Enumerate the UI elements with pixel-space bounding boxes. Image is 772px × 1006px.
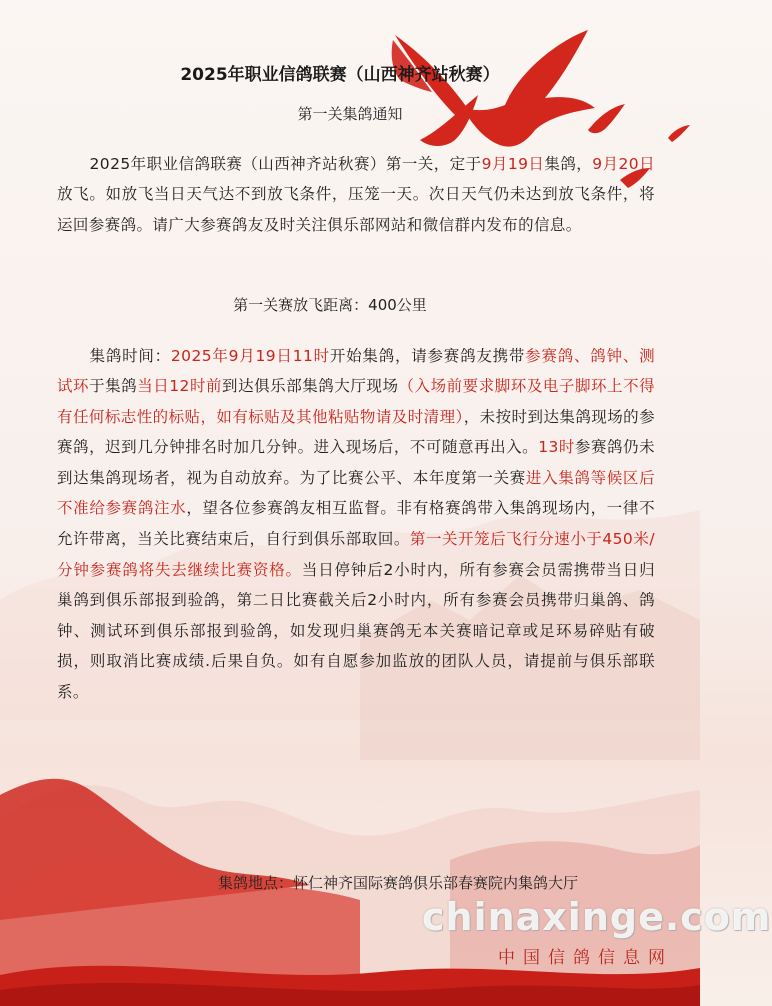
body-text: 于集鸽 [89,377,138,396]
watermark-domain: chinaxinge.com [422,895,772,939]
body-text: 放飞。如放飞当日天气达不到放飞条件，压笼一天。次日天气仍未达到放飞条件，将运回参赛鸽。请广大参赛鸽友及时关注俱乐部网站和微信群内发布的信息。 [57,185,655,234]
collection-rules-paragraph [57,341,655,708]
highlighted-text: 13时 [538,438,575,457]
page-title: 2025年职业信鸽联赛（山西神齐站秋赛） [180,65,500,85]
intro-paragraph [57,149,655,241]
highlighted-text: 9月20日 [592,154,655,173]
body-text: 当日停钟后2小时内，所有参赛会员需携带当日归巢鸽到俱乐部报到验鸽，第二日比赛截关后2小时内，所有参赛会员携带归巢鸽、鸽钟、测试环到俱乐部报到验鸽，如发现归巢赛鸽无本关赛暗记章或足环易碎贴有破损，则取消比赛成绩.后果自负。如有自愿参加监放的团队人员，请提前与俱乐部联系。 [57,560,655,702]
body-text: 2025年职业信鸽联赛（山西神齐站秋赛）第一关，定于 [89,154,482,173]
body-text: 集鸽时间： [89,346,171,365]
highlighted-text: （入场前要求脚环及电子脚环上不得有任何标志性的标贴，如有标贴及其他粘贴物请及时清理） [57,377,656,426]
highlighted-text: 进入集鸽等候区后不准给参赛鸽注水 [57,468,655,518]
watermark-site-name: 中国信鸽信息网 [498,948,673,968]
body-text: ，未按时到达集鸽现场的参赛鸽，迟到几分钟排名时加几分钟。进入现场后，不可随意再出入。 [57,407,655,457]
flight-distance: 第一关赛放飞距离：400公里 [233,296,427,314]
highlighted-text: 当日12时前 [137,377,223,396]
collection-location: 集鸽地点：怀仁神齐国际赛鸽俱乐部春赛院内集鸽大厅 [218,874,579,892]
page-subtitle: 第一关集鸽通知 [297,105,403,123]
highlighted-text: 2025年9月19日11时 [170,346,330,365]
body-text: ，望各位参赛鸽友相互监督。非有格赛鸽带入集鸽现场内，一律不允许带离，当关比赛结束后，自行到俱乐部取回。 [57,499,655,549]
highlighted-text: 9月19日 [481,154,545,173]
body-text: 到达俱乐部集鸽大厅现场 [222,377,399,396]
body-text: 开始集鸽，请参赛鸽友携带 [329,346,526,365]
body-text: 集鸽， [544,154,593,173]
body-text: 参赛鸽仍未到达集鸽现场者，视为自动放弃。为了比赛公平、本年度第一关赛 [57,438,655,487]
highlighted-text: 参赛鸽、鸽钟、测试环 [57,346,655,396]
highlighted-text: 第一关开笼后飞行分速小于450米/分钟参赛鸽将失去继续比赛资格。 [57,530,655,579]
